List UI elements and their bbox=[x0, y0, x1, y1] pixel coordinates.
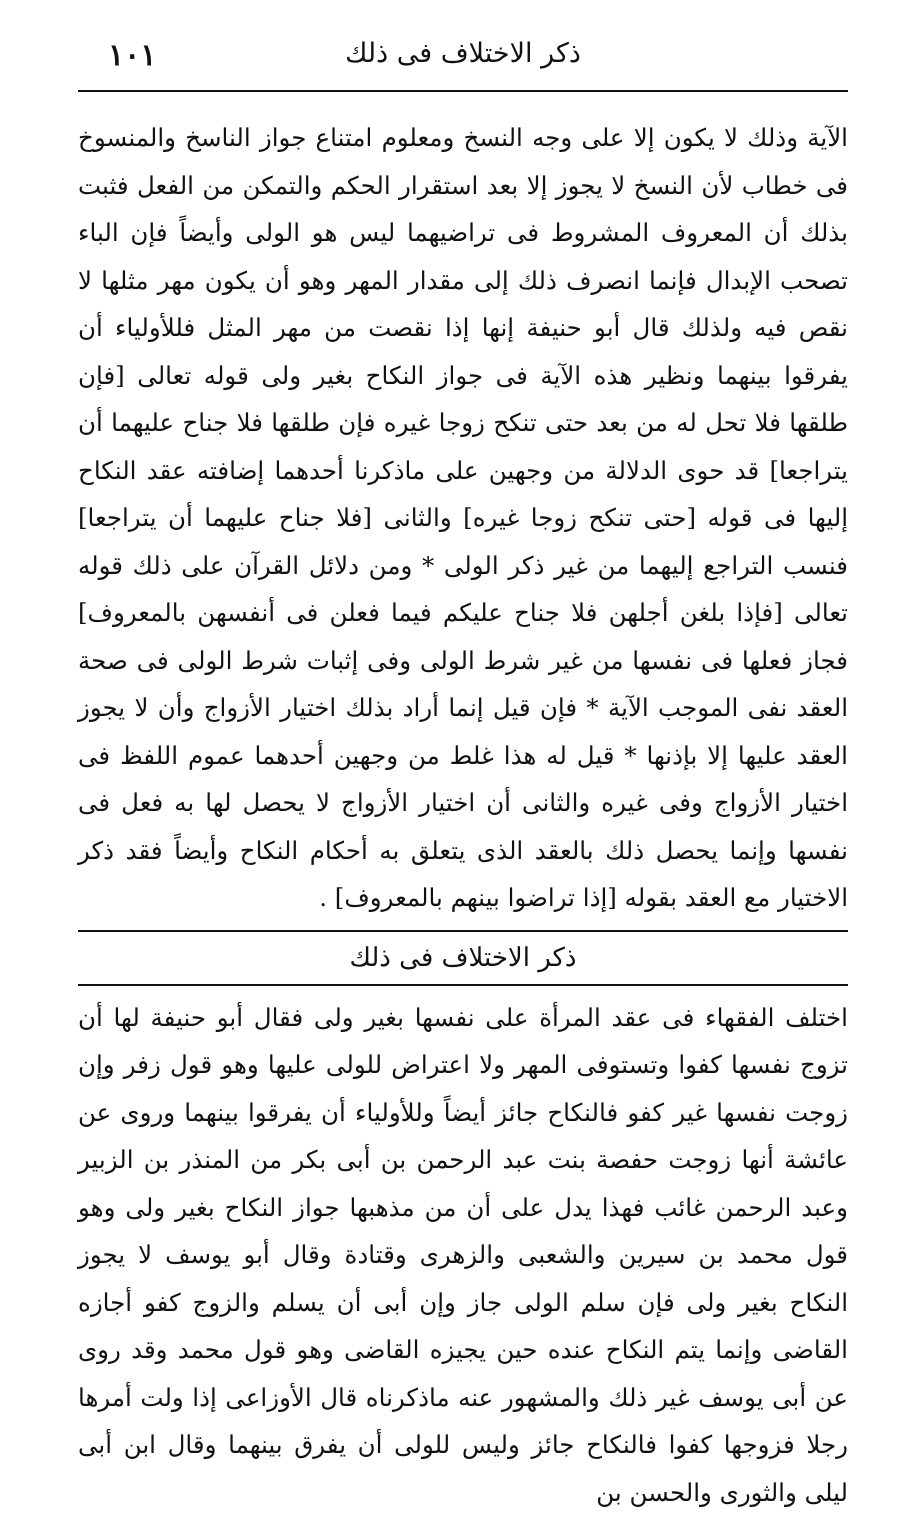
paragraph-continuation: الآية وذلك لا يكون إلا على وجه النسخ ومعلوم امتناع جواز الناسخ والمنسوخ فى خطاب لأن النسخ لا يجوز إلا بعد استقرار الحكم والتمكن من الفعل فثبت بذلك أن المعروف المشروط فى تراضيهما ليس هو الولى وأيضاً فإن الباء تصحب الإبدال فإنما انصرف ذلك إلى مقدار المهر وهو أن يكون مهر مثلها لا نقص فيه ولذلك قال أبو حنيفة إنها إذا نقصت من مهر المثل فللأولياء أن يفرقوا بينهما ونظير هذه الآية فى جواز النكاح بغير ولى قوله تعالى [فإن طلقها فلا تحل له من بعد حتى تنكح زوجا غيره فإن طلقها فلا جناح عليهما أن يتراجعا] قد حوى الدلالة من وجهين على ماذكرنا أحدهما إضافته عقد النكاح إليها فى قوله [حتى تنكح زوجا غيره] والثانى [فلا جناح عليهما أن يتراجعا] فنسب التراجع إليهما من غير ذكر الولى * ومن دلائل القرآن على ذلك قوله تعالى [فإذا بلغن أجلهن فلا جناح عليكم فيما فعلن فى أنفسهن بالمعروف] فجاز فعلها فى نفسها من غير شرط الولى وفى إثبات شرط الولى فى صحة العقد نفى الموجب الآية * فإن قيل إنما أراد بذلك اختيار الأزواج وأن لا يجوز العقد عليها إلا بإذنها * قيل له هذا غلط من وجهين أحدهما عموم اللفظ فى اختيار الأزواج وفى غيره والثانى أن اختيار الأزواج لا يحصل لها به فعل فى نفسها وإنما يحصل ذلك بالعقد الذى يتعلق به أحكام النكاح وأيضاً فقد ذكر الاختيار مع العقد بقوله [إذا تراضوا بينهم بالمعروف] . bbox=[78, 114, 848, 922]
section-divider-bottom bbox=[78, 984, 848, 986]
section-heading: ذكر الاختلاف فى ذلك bbox=[78, 932, 848, 984]
running-header bbox=[78, 30, 848, 92]
paragraph-section-body: اختلف الفقهاء فى عقد المرأة على نفسها بغير ولى فقال أبو حنيفة لها أن تزوج نفسها كفوا وتستوفى المهر ولا اعتراض للولى عليها وهو قول زفر وإن زوجت نفسها غير كفو فالنكاح جائز أيضاً وللأولياء أن يفرقوا بينهما وروى عن عائشة أنها زوجت حفصة بنت عبد الرحمن بن أبى بكر من المنذر بن الزبير وعبد الرحمن غائب فهذا يدل على أن من مذهبها جواز النكاح بغير ولى وهو قول محمد بن سيرين والشعبى والزهرى وقتادة وقال أبو يوسف لا يجوز النكاح بغير ولى فإن سلم الولى جاز وإن أبى أن يسلم والزوج كفو أجازه القاضى وإنما يتم النكاح عنده حين يجيزه القاضى وهو قول محمد وقد روى عن أبى يوسف غير ذلك والمشهور عنه ماذكرناه قال الأوزاعى إذا ولت أمرها رجلا فزوجها كفوا فالنكاح جائز وليس للولى أن يفرق بينهما وقال ابن أبى ليلى والثورى والحسن بن bbox=[78, 994, 848, 1516]
book-page bbox=[78, 30, 848, 1230]
running-title: ذكر الاختلاف فى ذلك bbox=[78, 38, 848, 69]
page-number: ١٠١ bbox=[108, 38, 156, 73]
